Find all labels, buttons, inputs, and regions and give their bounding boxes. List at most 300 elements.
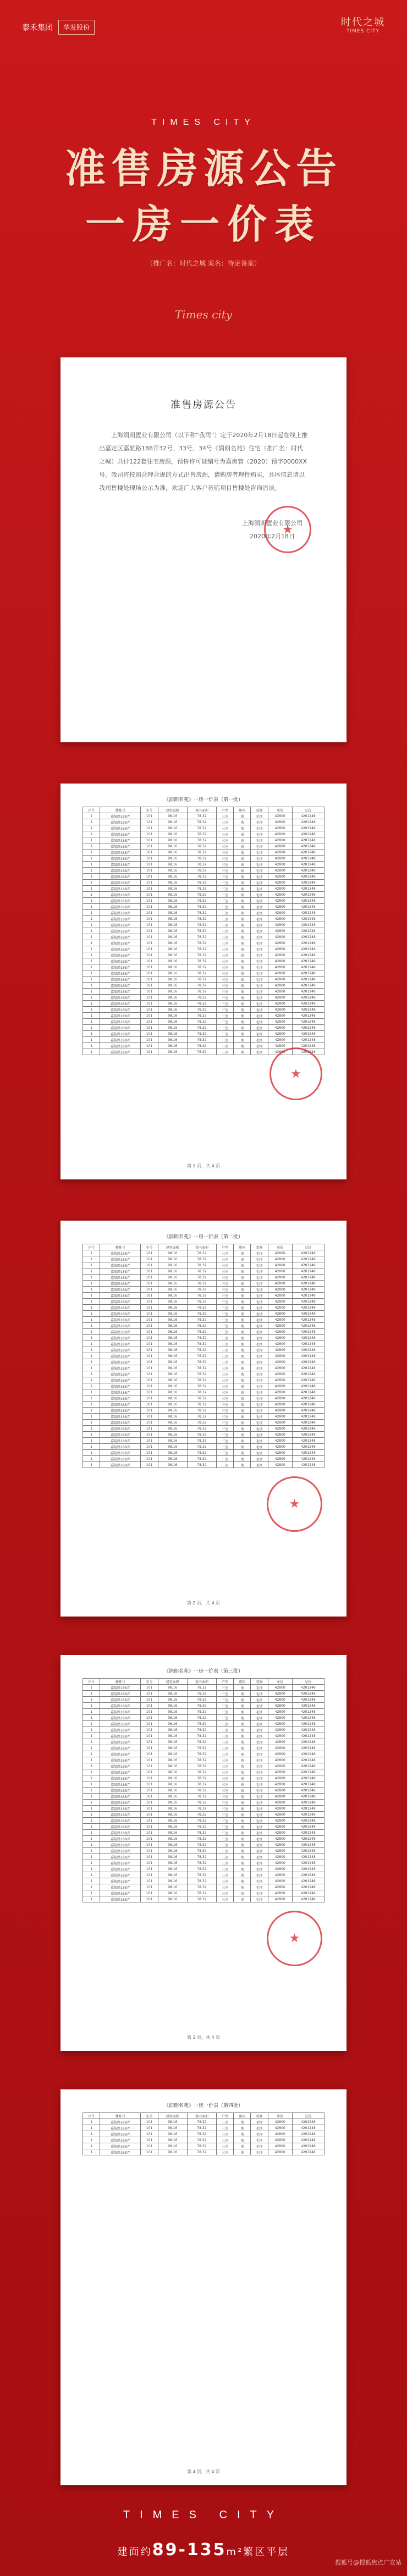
table-cell: 嘉航路188弄 xyxy=(100,1884,141,1890)
table-cell: 三室 xyxy=(216,1444,233,1450)
table-cell: 1 xyxy=(83,1878,100,1884)
table-cell: 78.32 xyxy=(187,2131,216,2137)
table-cell: 98.16 xyxy=(158,1377,187,1383)
table-cell: 42800 xyxy=(268,1420,292,1426)
table-cell: 42800 xyxy=(268,1878,292,1884)
table-cell: 三室 xyxy=(216,1769,233,1775)
table-cell: 1 xyxy=(83,892,100,898)
table-cell: 毛坯 xyxy=(251,1341,268,1347)
title-line2: 一房一价表 xyxy=(85,201,322,247)
table-cell: 三室 xyxy=(216,1830,233,1836)
table-cell: 101 xyxy=(141,1323,158,1329)
table-cell: 98.16 xyxy=(158,880,187,886)
table-cell: 1 xyxy=(83,1341,100,1347)
table-cell: 98.16 xyxy=(158,1715,187,1721)
table-cell: 1 xyxy=(83,1293,100,1299)
table-cell: 98.16 xyxy=(158,1420,187,1426)
table-cell: 101 xyxy=(141,2131,158,2137)
table-cell: 101 xyxy=(141,831,158,837)
table-cell: 101 xyxy=(141,1709,158,1715)
table-cell: 三室 xyxy=(216,958,233,964)
table-cell: 98.16 xyxy=(158,2137,187,2143)
table-cell: 4201248 xyxy=(292,1359,324,1365)
table-cell: 4201248 xyxy=(292,1293,324,1299)
table-cell: 1 xyxy=(83,1311,100,1317)
table-cell: 42800 xyxy=(268,1884,292,1890)
table-cell: 三室 xyxy=(216,2131,233,2137)
table-cell: 嘉航路188弄 xyxy=(100,1001,141,1007)
table-cell: 4201248 xyxy=(292,1275,324,1281)
table-cell: 1 xyxy=(83,910,100,916)
table-cell: 42800 xyxy=(268,983,292,989)
table-cell: 4201248 xyxy=(292,2143,324,2149)
table-cell: 三室 xyxy=(216,1685,233,1691)
table-cell: 42800 xyxy=(268,1408,292,1414)
table-cell: 98.16 xyxy=(158,1262,187,1268)
column-header: 建筑面积 xyxy=(158,807,187,813)
table-cell: 1 xyxy=(83,1842,100,1848)
table-cell: 嘉航路188弄 xyxy=(100,1757,141,1763)
table-cell: 4201248 xyxy=(292,1709,324,1715)
table-cell: 98.16 xyxy=(158,2131,187,2137)
column-header: 室号 xyxy=(141,1679,158,1685)
table-cell: 78.32 xyxy=(187,868,216,874)
table-cell: 1 xyxy=(83,928,100,934)
table-cell: 98.16 xyxy=(158,1013,187,1019)
table-cell: 南 xyxy=(234,1830,251,1836)
table-cell: 三室 xyxy=(216,1262,233,1268)
table-cell: 98.16 xyxy=(158,983,187,989)
table-row xyxy=(83,850,324,856)
table-cell: 嘉航路188弄 xyxy=(100,880,141,886)
table-cell: 三室 xyxy=(216,1013,233,1019)
price-table-page-1 xyxy=(61,784,346,1179)
table-cell: 4201248 xyxy=(292,983,324,989)
table-cell: 1 xyxy=(83,850,100,856)
table-cell: 毛坯 xyxy=(251,813,268,819)
table-cell: 南 xyxy=(234,1896,251,1902)
table-cell: 毛坯 xyxy=(251,874,268,880)
table-cell: 南 xyxy=(234,1049,251,1055)
table-cell: 1 xyxy=(83,837,100,843)
table-cell: 南 xyxy=(234,2149,251,2155)
table-cell: 南 xyxy=(234,1800,251,1806)
table-cell: 三室 xyxy=(216,1365,233,1371)
table-cell: 4201248 xyxy=(292,825,324,831)
table-cell: 4201248 xyxy=(292,1848,324,1854)
table-cell: 98.16 xyxy=(158,1836,187,1842)
table-cell: 南 xyxy=(234,970,251,977)
table-cell: 101 xyxy=(141,1377,158,1383)
table-cell: 嘉航路188弄 xyxy=(100,910,141,916)
table-cell: 1 xyxy=(83,2143,100,2149)
column-header: 楼栋号 xyxy=(100,1679,141,1685)
table-cell: 嘉航路188弄 xyxy=(100,1402,141,1408)
table-cell: 毛坯 xyxy=(251,1389,268,1395)
table-row xyxy=(83,874,324,880)
table-cell: 101 xyxy=(141,1426,158,1432)
table-cell: 42800 xyxy=(268,1781,292,1788)
table-cell: 4201248 xyxy=(292,964,324,970)
table-cell: 三室 xyxy=(216,1037,233,1043)
table-cell: 三室 xyxy=(216,977,233,983)
table-cell: 78.32 xyxy=(187,2137,216,2143)
table-cell: 101 xyxy=(141,1293,158,1299)
table-cell: 98.16 xyxy=(158,892,187,898)
table-cell: 毛坯 xyxy=(251,916,268,922)
area-value: 89-135 xyxy=(152,2540,227,2560)
table-cell: 三室 xyxy=(216,1335,233,1341)
table-cell: 毛坯 xyxy=(251,1727,268,1733)
table-row xyxy=(83,940,324,946)
table-cell: 78.32 xyxy=(187,1420,216,1426)
table-cell: 南 xyxy=(234,1854,251,1860)
table-cell: 嘉航路188弄 xyxy=(100,989,141,995)
table-cell: 98.16 xyxy=(158,958,187,964)
table-cell: 98.16 xyxy=(158,1854,187,1860)
table-cell: 4201248 xyxy=(292,1426,324,1432)
table-cell: 嘉航路188弄 xyxy=(100,2125,141,2131)
table-cell: 98.16 xyxy=(158,1395,187,1402)
table-cell: 98.16 xyxy=(158,1721,187,1727)
table-cell: 78.32 xyxy=(187,819,216,825)
table-cell: 42800 xyxy=(268,2149,292,2155)
table-cell: 毛坯 xyxy=(251,1763,268,1769)
table-cell: 毛坯 xyxy=(251,1450,268,1456)
table-cell: 毛坯 xyxy=(251,1890,268,1896)
table-cell: 1 xyxy=(83,1025,100,1031)
table-cell: 毛坯 xyxy=(251,1371,268,1377)
table-cell: 1 xyxy=(83,1775,100,1781)
table-cell: 101 xyxy=(141,1268,158,1275)
table-cell: 毛坯 xyxy=(251,1830,268,1836)
table-cell: 三室 xyxy=(216,1353,233,1359)
table-cell: 101 xyxy=(141,1745,158,1751)
table-cell: 4201248 xyxy=(292,1745,324,1751)
table-cell: 101 xyxy=(141,837,158,843)
table-cell: 三室 xyxy=(216,1323,233,1329)
table-cell: 4201248 xyxy=(292,989,324,995)
table-cell: 42800 xyxy=(268,1769,292,1775)
table-cell: 南 xyxy=(234,1408,251,1414)
table-row xyxy=(83,1402,324,1408)
table-cell: 4201248 xyxy=(292,1013,324,1019)
table-cell: 三室 xyxy=(216,1715,233,1721)
table-cell: 42800 xyxy=(268,1733,292,1739)
table-cell: 98.16 xyxy=(158,2149,187,2155)
table-cell: 南 xyxy=(234,1426,251,1432)
table-cell: 三室 xyxy=(216,928,233,934)
table-cell: 三室 xyxy=(216,1709,233,1715)
table-cell: 78.32 xyxy=(187,1896,216,1902)
table-cell: 4201248 xyxy=(292,922,324,928)
table-cell: 1 xyxy=(83,1414,100,1420)
table-cell: 101 xyxy=(141,1462,158,1468)
table-cell: 98.16 xyxy=(158,928,187,934)
table-cell: 毛坯 xyxy=(251,1812,268,1818)
table-cell: 78.32 xyxy=(187,916,216,922)
table-cell: 嘉航路188弄 xyxy=(100,2119,141,2125)
table-cell: 毛坯 xyxy=(251,1697,268,1703)
column-header: 总价 xyxy=(292,2113,324,2119)
table-cell: 三室 xyxy=(216,1001,233,1007)
table-cell: 嘉航路188弄 xyxy=(100,1299,141,1305)
table-cell: 101 xyxy=(141,1037,158,1043)
table-cell: 4201248 xyxy=(292,1818,324,1824)
table-cell: 毛坯 xyxy=(251,1709,268,1715)
table-cell: 嘉航路188弄 xyxy=(100,1896,141,1902)
table-cell: 78.32 xyxy=(187,831,216,837)
table-cell: 78.32 xyxy=(187,983,216,989)
table-cell: 42800 xyxy=(268,977,292,983)
table-cell: 101 xyxy=(141,1317,158,1323)
table-cell: 101 xyxy=(141,922,158,928)
table-row xyxy=(83,1727,324,1733)
table-cell: 嘉航路188弄 xyxy=(100,983,141,989)
table-cell: 1 xyxy=(83,977,100,983)
table-header-row xyxy=(83,1244,324,1250)
table-cell: 42800 xyxy=(268,1727,292,1733)
table-cell: 78.32 xyxy=(187,898,216,904)
table-cell: 毛坯 xyxy=(251,1347,268,1353)
table-cell: 4201248 xyxy=(292,1860,324,1866)
table-cell: 南 xyxy=(234,1299,251,1305)
table-cell: 毛坯 xyxy=(251,1019,268,1025)
table-cell: 78.32 xyxy=(187,1800,216,1806)
table-cell: 嘉航路188弄 xyxy=(100,1812,141,1818)
table-cell: 嘉航路188弄 xyxy=(100,928,141,934)
table-cell: 101 xyxy=(141,1842,158,1848)
table-cell: 嘉航路188弄 xyxy=(100,1359,141,1365)
table-cell: 1 xyxy=(83,1715,100,1721)
table-cell: 南 xyxy=(234,1256,251,1262)
table-cell: 1 xyxy=(83,898,100,904)
table-cell: 嘉航路188弄 xyxy=(100,977,141,983)
column-header: 户型 xyxy=(216,1244,233,1250)
table-cell: 101 xyxy=(141,1866,158,1872)
table-cell: 毛坯 xyxy=(251,1001,268,1007)
table-cell: 42800 xyxy=(268,886,292,892)
table-cell: 南 xyxy=(234,1341,251,1347)
table-cell: 42800 xyxy=(268,1329,292,1335)
table-cell: 78.32 xyxy=(187,1287,216,1293)
table-cell: 南 xyxy=(234,1389,251,1395)
page-number: 第 3 页，共 4 页 xyxy=(186,2035,221,2040)
table-cell: 三室 xyxy=(216,1049,233,1055)
column-header: 总价 xyxy=(292,1244,324,1250)
table-cell: 42800 xyxy=(268,922,292,928)
table-cell: 毛坯 xyxy=(251,1685,268,1691)
table-cell: 101 xyxy=(141,1275,158,1281)
table-cell: 78.32 xyxy=(187,892,216,898)
table-cell: 101 xyxy=(141,1007,158,1013)
column-header: 单价 xyxy=(268,1679,292,1685)
table-cell: 101 xyxy=(141,856,158,862)
table-cell: 嘉航路188弄 xyxy=(100,1709,141,1715)
table-cell: 毛坯 xyxy=(251,1031,268,1037)
table-cell: 毛坯 xyxy=(251,2125,268,2131)
column-header: 序号 xyxy=(83,1679,100,1685)
top-bar xyxy=(0,0,407,71)
table-cell: 42800 xyxy=(268,1335,292,1341)
column-header: 总价 xyxy=(292,807,324,813)
table-row xyxy=(83,1281,324,1287)
table-cell: 78.32 xyxy=(187,1268,216,1275)
table-cell: 4201248 xyxy=(292,1896,324,1902)
developer-logo-2: 华发股份 xyxy=(58,20,95,35)
table-cell: 78.32 xyxy=(187,1830,216,1836)
table-cell: 78.32 xyxy=(187,1347,216,1353)
table-cell: 1 xyxy=(83,1420,100,1426)
table-cell: 42800 xyxy=(268,856,292,862)
table-cell: 42800 xyxy=(268,1317,292,1323)
table-cell: 嘉航路188弄 xyxy=(100,1311,141,1317)
table-cell: 南 xyxy=(234,1450,251,1456)
table-cell: 嘉航路188弄 xyxy=(100,1685,141,1691)
table-cell: 1 xyxy=(83,1703,100,1709)
table-cell: 42800 xyxy=(268,1860,292,1866)
table-cell: 三室 xyxy=(216,868,233,874)
table-cell: 1 xyxy=(83,1450,100,1456)
table-cell: 南 xyxy=(234,892,251,898)
table-cell: 78.32 xyxy=(187,1408,216,1414)
table-cell: 4201248 xyxy=(292,1305,324,1311)
column-header: 楼栋号 xyxy=(100,2113,141,2119)
table-cell: 78.32 xyxy=(187,1836,216,1842)
table-cell: 98.16 xyxy=(158,1842,187,1848)
table-cell: 嘉航路188弄 xyxy=(100,1438,141,1444)
table-cell: 98.16 xyxy=(158,850,187,856)
table-cell: 1 xyxy=(83,922,100,928)
table-cell: 98.16 xyxy=(158,2119,187,2125)
table-row xyxy=(83,2143,324,2149)
table-row xyxy=(83,1305,324,1311)
table-cell: 42800 xyxy=(268,1049,292,1055)
table-cell: 98.16 xyxy=(158,1329,187,1335)
table-cell: 78.32 xyxy=(187,1703,216,1709)
table-cell: 南 xyxy=(234,1727,251,1733)
table-cell: 1 xyxy=(83,1890,100,1896)
table-cell: 三室 xyxy=(216,970,233,977)
table-cell: 42800 xyxy=(268,1745,292,1751)
table-cell: 78.32 xyxy=(187,1389,216,1395)
table-cell: 98.16 xyxy=(158,904,187,910)
table-cell: 101 xyxy=(141,1896,158,1902)
table-cell: 101 xyxy=(141,1800,158,1806)
table-cell: 嘉航路188弄 xyxy=(100,1721,141,1727)
table-cell: 嘉航路188弄 xyxy=(100,1377,141,1383)
price-table xyxy=(82,1678,324,1902)
table-row xyxy=(83,1450,324,1456)
table-caption: 《润朗名苑》一房一价表（第四批） xyxy=(163,2103,243,2109)
table-cell: 78.32 xyxy=(187,856,216,862)
table-cell: 78.32 xyxy=(187,1013,216,1019)
table-row xyxy=(83,1685,324,1691)
table-cell: 南 xyxy=(234,1794,251,1800)
table-cell: 101 xyxy=(141,1408,158,1414)
table-cell: 101 xyxy=(141,868,158,874)
table-row xyxy=(83,1715,324,1721)
table-cell: 98.16 xyxy=(158,813,187,819)
table-row xyxy=(83,1293,324,1299)
table-cell: 三室 xyxy=(216,1733,233,1739)
table-cell: 98.16 xyxy=(158,1757,187,1763)
table-cell: 三室 xyxy=(216,2149,233,2155)
table-header-row xyxy=(83,2113,324,2119)
table-cell: 三室 xyxy=(216,1781,233,1788)
table-cell: 1 xyxy=(83,1335,100,1341)
table-cell: 101 xyxy=(141,1365,158,1371)
table-row xyxy=(83,1878,324,1884)
table-cell: 101 xyxy=(141,1788,158,1794)
table-cell: 南 xyxy=(234,1812,251,1818)
table-caption: 《润朗名苑》一房一价表（第一批） xyxy=(163,797,243,803)
table-cell: 三室 xyxy=(216,1812,233,1818)
table-cell: 三室 xyxy=(216,1462,233,1468)
table-cell: 南 xyxy=(234,1402,251,1408)
table-cell: 毛坯 xyxy=(251,1866,268,1872)
table-cell: 78.32 xyxy=(187,1890,216,1896)
table-cell: 98.16 xyxy=(158,831,187,837)
table-cell: 1 xyxy=(83,952,100,958)
table-cell: 1 xyxy=(83,1824,100,1830)
table-cell: 4201248 xyxy=(292,1402,324,1408)
table-cell: 101 xyxy=(141,989,158,995)
table-cell: 南 xyxy=(234,2137,251,2143)
table-cell: 42800 xyxy=(268,1697,292,1703)
table-cell: 1 xyxy=(83,1438,100,1444)
table-cell: 南 xyxy=(234,880,251,886)
table-cell: 78.32 xyxy=(187,1250,216,1256)
table-cell: 三室 xyxy=(216,1456,233,1462)
table-cell: 嘉航路188弄 xyxy=(100,1842,141,1848)
table-cell: 4201248 xyxy=(292,1341,324,1347)
table-cell: 78.32 xyxy=(187,1781,216,1788)
table-cell: 三室 xyxy=(216,1329,233,1335)
table-cell: 98.16 xyxy=(158,868,187,874)
table-cell: 嘉航路188弄 xyxy=(100,892,141,898)
table-cell: 4201248 xyxy=(292,1365,324,1371)
table-cell: 78.32 xyxy=(187,1751,216,1757)
table-cell: 42800 xyxy=(268,1721,292,1727)
table-cell: 42800 xyxy=(268,1456,292,1462)
table-cell: 4201248 xyxy=(292,1830,324,1836)
table-cell: 南 xyxy=(234,1365,251,1371)
table-cell: 毛坯 xyxy=(251,886,268,892)
table-cell: 4201248 xyxy=(292,1450,324,1456)
table-cell: 南 xyxy=(234,813,251,819)
table-cell: 南 xyxy=(234,1721,251,1727)
table-cell: 南 xyxy=(234,977,251,983)
table-cell: 南 xyxy=(234,1359,251,1365)
table-cell: 南 xyxy=(234,1860,251,1866)
table-cell: 4201248 xyxy=(292,1812,324,1818)
table-cell: 南 xyxy=(234,1818,251,1824)
table-cell: 78.32 xyxy=(187,922,216,928)
table-cell: 42800 xyxy=(268,1365,292,1371)
table-cell: 毛坯 xyxy=(251,1335,268,1341)
table-cell: 南 xyxy=(234,946,251,952)
table-cell: 1 xyxy=(83,1721,100,1727)
column-header: 室号 xyxy=(141,1244,158,1250)
table-cell: 嘉航路188弄 xyxy=(100,843,141,850)
table-cell: 101 xyxy=(141,928,158,934)
table-row xyxy=(83,1414,324,1420)
table-cell: 三室 xyxy=(216,952,233,958)
table-cell: 98.16 xyxy=(158,898,187,904)
table-row xyxy=(83,1444,324,1450)
table-cell: 毛坯 xyxy=(251,922,268,928)
